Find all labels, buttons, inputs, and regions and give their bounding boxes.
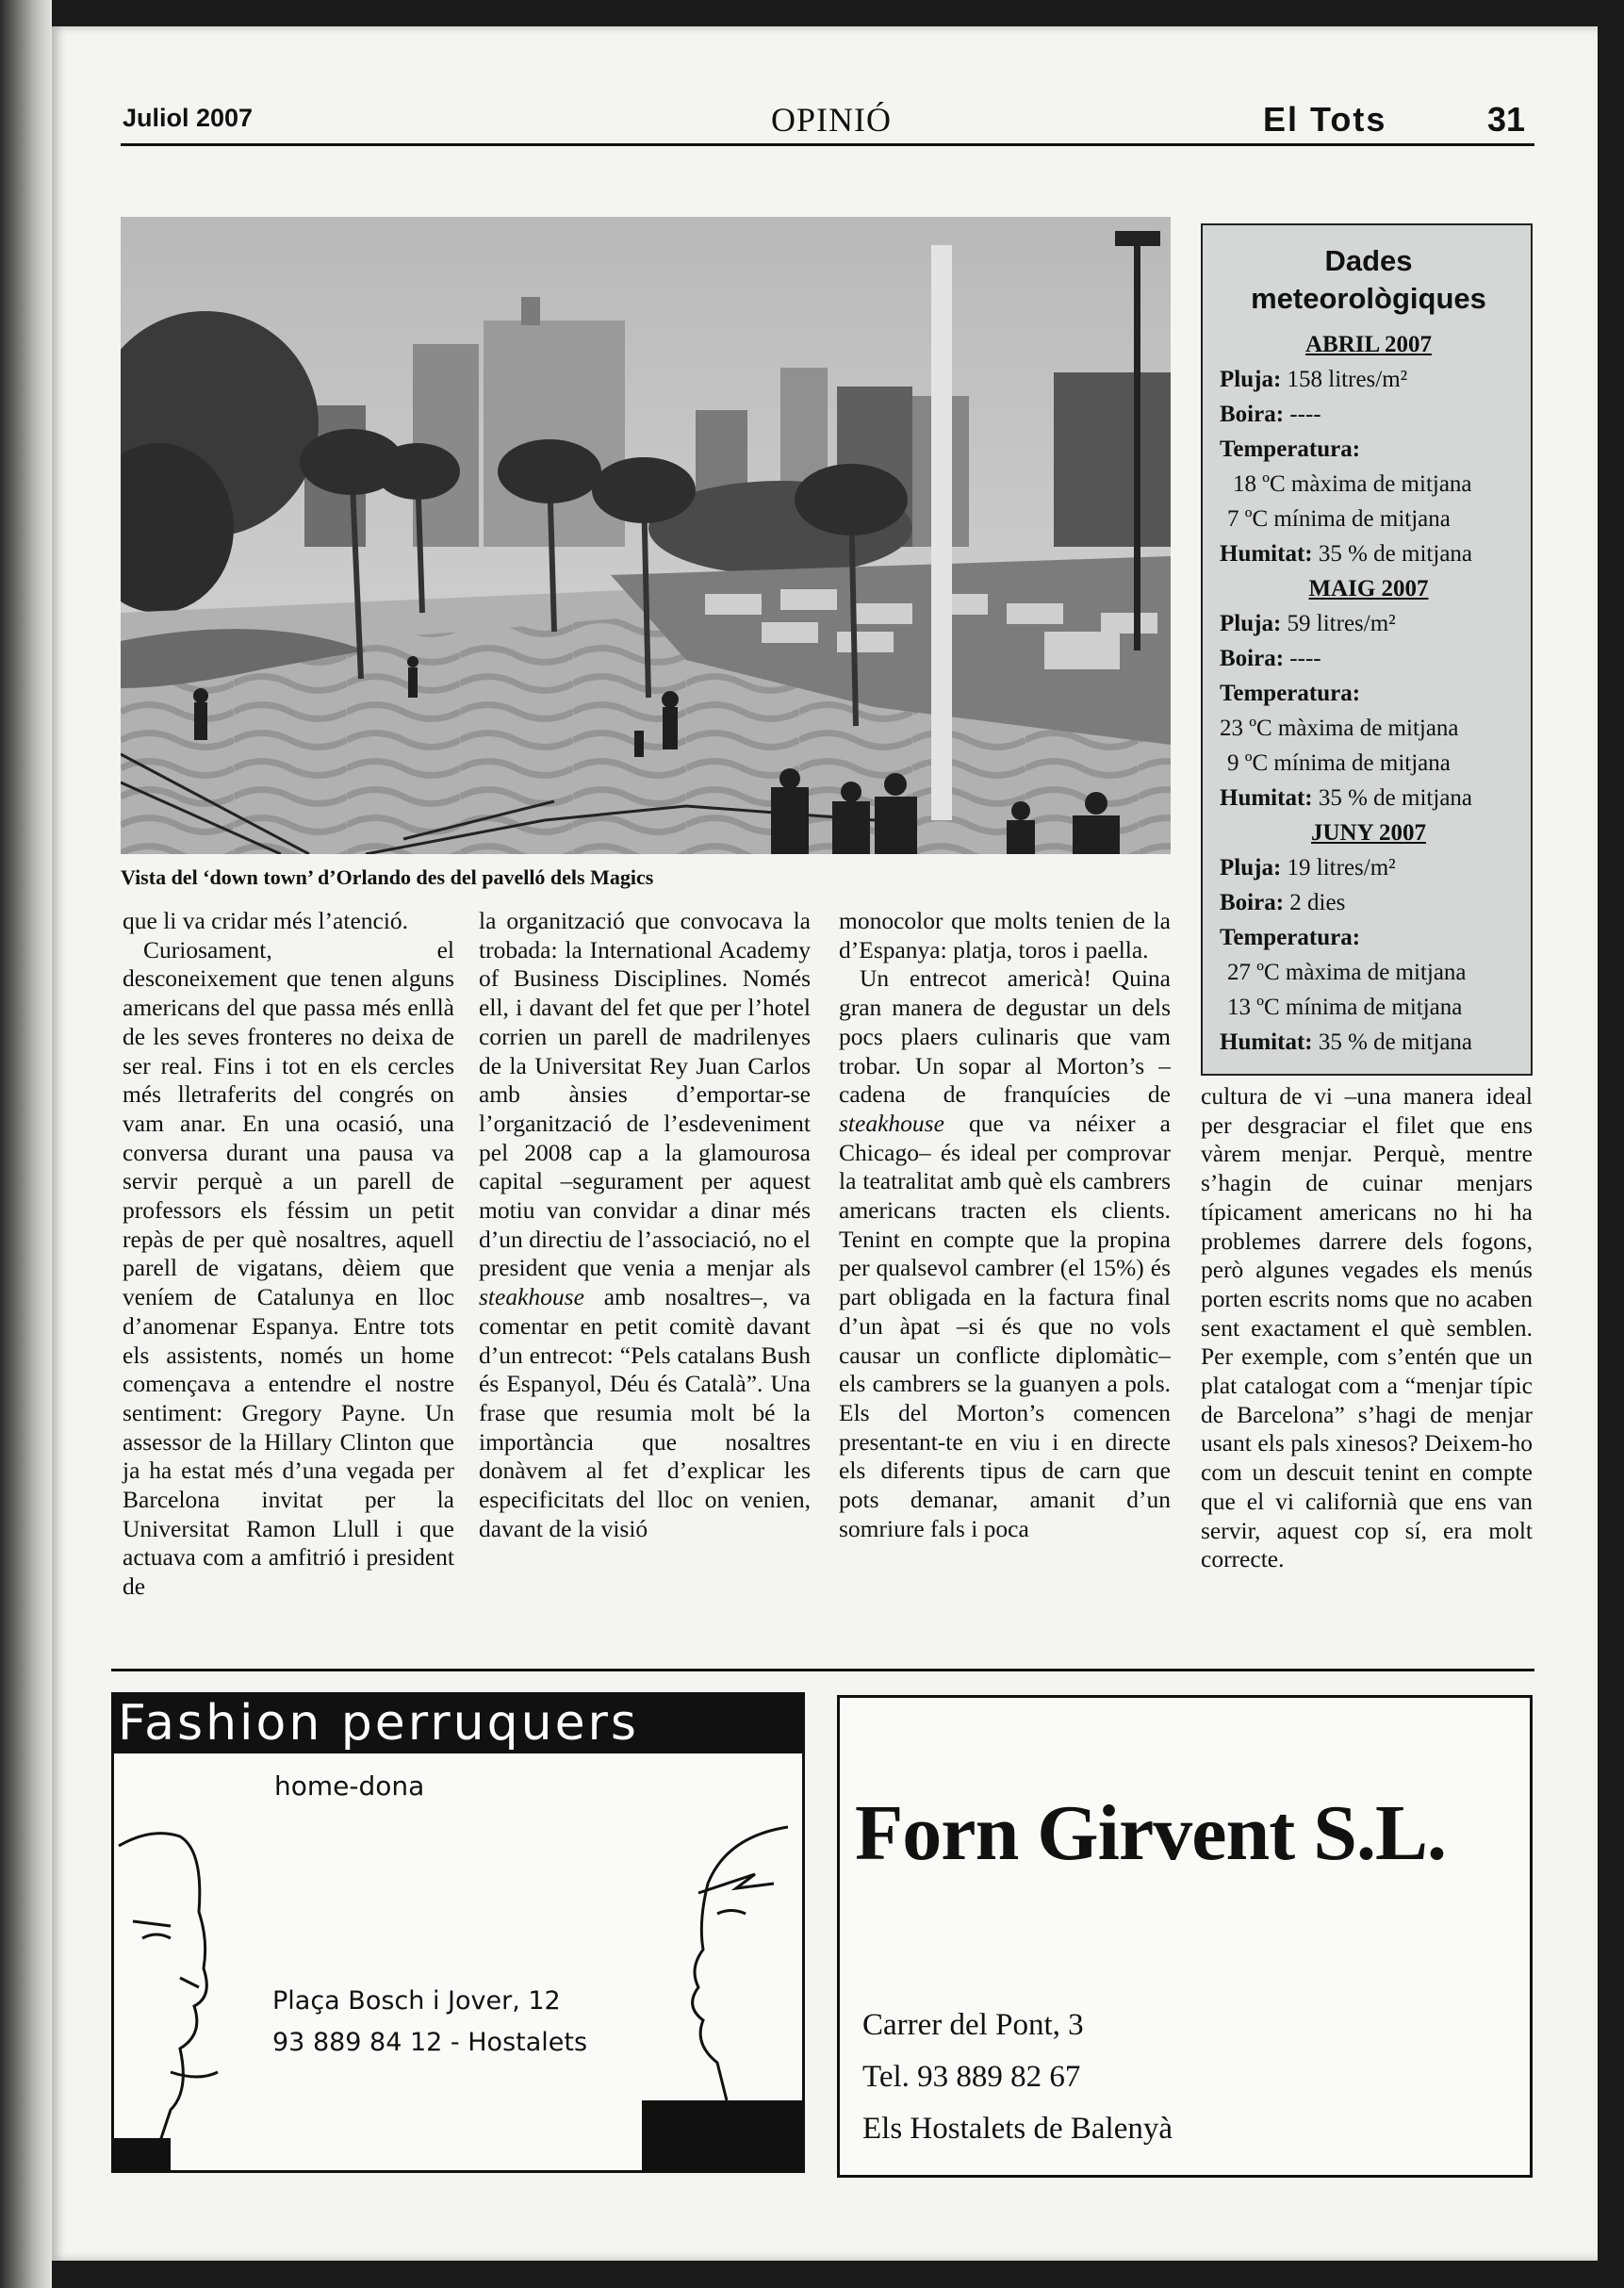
orlando-downtown-photo <box>121 217 1171 854</box>
page-gutter-shadow <box>0 0 52 2288</box>
article-paragraph: que li va cridar més l’atenció. <box>123 907 409 934</box>
weather-humidity: Humitat: 35 % de mitjana <box>1220 785 1473 811</box>
ad-forn-town: Els Hostalets de Balenyà <box>862 2112 1173 2146</box>
header-page-number: 31 <box>1487 100 1526 139</box>
weather-rain: Pluja: 59 litres/m² <box>1220 611 1396 636</box>
ad-fashion-phone: 93 889 84 12 - Hostalets <box>272 2028 588 2057</box>
ad-fashion-name: Fashion perruquers <box>114 1695 802 1753</box>
weather-temp-max: 18 ºC màxima de mitjana <box>1233 471 1472 497</box>
article-paragraph: la organització que convocava la trobada: la International Academy of Business Disciplines. Només ell, i davant del fet que per l’hotel corrien un parell de madrilenyes de la Universitat Rey Juan Carlos amb ànsies d’emportar-se l’organització de l’esdeveniment pel 2008 cap a la glamourosa capital –segurament per aquest motiu van convidar a dinar més d’un directiu de l’associació, no el president que venia a menjar als steakhouse amb nosaltres–, va comentar en petit comitè davant d’un entrecot: “Pels catalans Bush és Espanyol, Déu és Català”. Una frase que resumia molt bé la importància que nosaltres donàvem al fet d’explicar les especificitats del lloc on venien, davant de la visió <box>479 907 812 1542</box>
weather-temp-min: 13 ºC mínima de mitjana <box>1227 995 1463 1020</box>
weather-temp-min: 7 ºC mínima de mitjana <box>1227 506 1451 532</box>
photo-illustration <box>121 217 1171 854</box>
weather-fog: Boira: ---- <box>1220 402 1321 427</box>
photo-caption: Vista del ‘down town’ d’Orlando des del pavelló dels Magics <box>121 865 654 889</box>
ad-forn-phone: Tel. 93 889 82 67 <box>862 2060 1081 2094</box>
ad-forn-contact <box>862 2000 1173 2155</box>
weather-rain: Pluja: 158 litres/m² <box>1220 367 1408 392</box>
ads-separator-rule <box>111 1669 1534 1671</box>
article-paragraph: monocolor que molts tenien de la d’Espanya: platja, toros i paella. <box>839 907 1171 963</box>
weather-month-april: ABRIL 2007 <box>1304 332 1433 357</box>
weather-title-line1: Dades <box>1324 244 1413 277</box>
weather-data-box <box>1201 223 1533 1076</box>
faces-illustration <box>114 1695 802 2170</box>
article-column-1 <box>123 907 454 1602</box>
header-section: OPINIÓ <box>771 101 892 139</box>
weather-humidity: Humitat: 35 % de mitjana <box>1220 541 1473 567</box>
weather-title <box>1220 242 1517 318</box>
weather-temp-label: Temperatura: <box>1220 436 1361 462</box>
weather-month-june: JUNY 2007 <box>1311 820 1426 846</box>
article-paragraph: Un entrecot americà! Quina gran manera de degustar un dels pocs plaers culinaris que vam trobar. Un sopar al Morton’s –cadena de franquícies de steakhouse que va néixer a Chicago– és ideal per comprovar la teatralitat amb què els cambrers americans tracten els clients. Tenint en compte que la propina per qualsevol cambrer (el 15%) és part obligada en la factura final d’un àpat –si és que no vols causar un conflicte diplomàtic– els cambrers se la guanyen a pols. Els del Morton’s comencen presentant-te en viu i en directe els diferents tipus de carn que pots demanar, amanit d’un somriure fals i poca <box>839 964 1171 1542</box>
weather-temp-label: Temperatura: <box>1220 925 1361 950</box>
emphasis-steakhouse: steakhouse <box>479 1283 584 1311</box>
ad-fashion-address: Plaça Bosch i Jover, 12 <box>272 1986 561 2016</box>
ad-forn-girvent <box>837 1695 1533 2178</box>
weather-temp-label: Temperatura: <box>1220 681 1361 706</box>
emphasis-steakhouse: steakhouse <box>839 1109 944 1137</box>
ad-forn-name: Forn Girvent S.L. <box>855 1789 1446 1877</box>
header-date: Juliol 2007 <box>123 104 254 132</box>
weather-temp-min: 9 ºC mínima de mitjana <box>1227 750 1451 776</box>
article-column-2 <box>479 907 811 1543</box>
weather-temp-max: 27 ºC màxima de mitjana <box>1227 960 1467 985</box>
weather-title-line2: meteorològiques <box>1251 282 1486 315</box>
ad-forn-address: Carrer del Pont, 3 <box>862 2008 1084 2042</box>
article-column-4 <box>1201 1082 1533 1574</box>
header-publication: El Tots <box>1263 100 1387 139</box>
weather-fog: Boira: ---- <box>1220 646 1321 671</box>
ad-fashion-subtitle: home-dona <box>274 1770 425 1802</box>
weather-month-may: MAIG 2007 <box>1308 576 1429 601</box>
weather-humidity: Humitat: 35 % de mitjana <box>1220 1029 1473 1055</box>
weather-rain: Pluja: 19 litres/m² <box>1220 855 1396 881</box>
header-rule <box>121 143 1534 146</box>
weather-fog: Boira: 2 dies <box>1220 890 1346 915</box>
ad-fashion-contact <box>272 1981 587 2064</box>
article-paragraph: cultura de vi –una manera ideal per desgraciar el filet que ens vàrem menjar. Perquè, mentre s’hagin de cuinar menjars típicament americans no hi ha problemes darrere dels fogons, però algunes vegades els menús porten escrits noms que no acaben sent exactament el què semblen. Per exemple, com s’entén que un plat catalogat com a “menjar típic de Barcelona” s’hagi de menjar usant els pals xinesos? Deixem-ho com un descuit tenint en compte que el vi californià que ens van servir, aquest cop sí, era molt correcte. <box>1201 1082 1533 1573</box>
article-column-3 <box>839 907 1171 1543</box>
ad-fashion-perruquers <box>111 1692 805 2173</box>
article-paragraph: Curiosament, el desconeixement que tenen alguns americans del que passa més enllà de les seves fronteres no deixa de ser real. Fins i tot en els cercles més lletraferits del congrés on vam anar. En una ocasió, una conversa durant una pausa va servir perquè a un parell de professors els féssim un petit repàs de per què nosaltres, aquell parell de vigatans, dèiem que veníem de Catalunya en lloc d’anomenar Espanya. Entre tots els assistents, només un home començava a entendre el nostre sentiment: Gregory Payne. Un assessor de la Hillary Clinton que ja ha estat més d’una vegada per Barcelona invitat per la Universitat Ramon Llull i que actuava com a amfitrió i president de <box>123 935 454 1601</box>
weather-temp-max: 23 ºC màxima de mitjana <box>1220 716 1459 741</box>
